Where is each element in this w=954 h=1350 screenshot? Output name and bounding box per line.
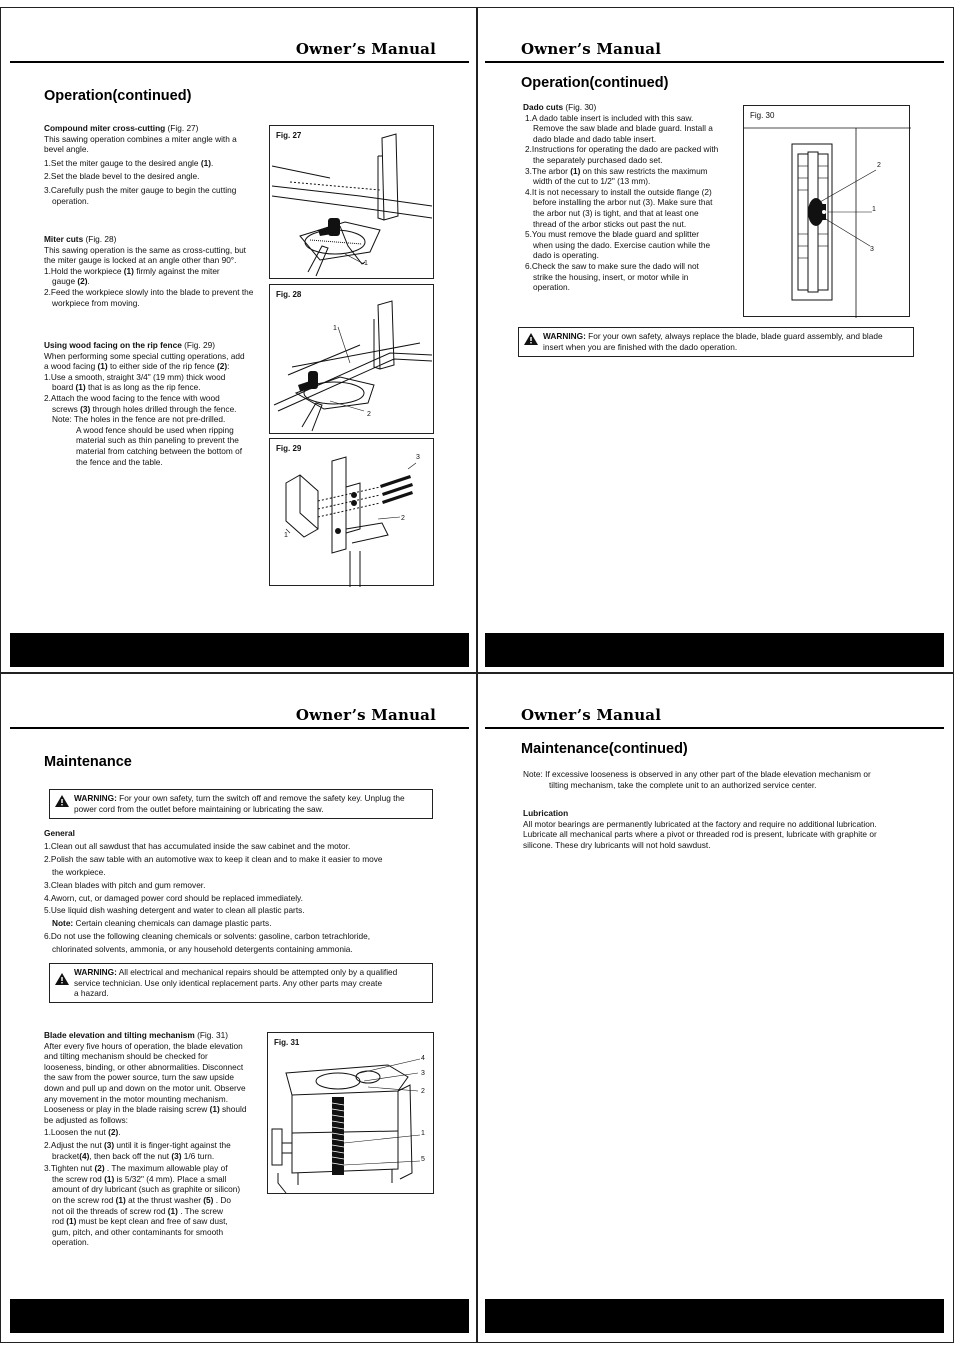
manual-header-title: Owner’s Manual [295, 706, 436, 724]
section-title: Maintenance(continued) [521, 741, 688, 757]
header-rule [10, 727, 469, 729]
subheading: Lubrication [523, 808, 569, 818]
manual-page-maintenance-continued [477, 673, 954, 1343]
figure-29: Fig. 29 1 2 3 [269, 438, 434, 586]
wood-facing-section: Using wood facing on the rip fence (Fig. 29) When performing some special cutting operations, add a wood facing (1) to either side of the rip fence (2): 1.Use a smooth, straight 3/4" (19 mm) thick wood board (1) that is as long as the rip fence. 2.Attach the wood facing to the fence with wood screws (3) through holes drilled through the fence. Note: The holes in the fence are not pre-drilled. A wood fence should be used when ripping material such as thin paneling to prevent the material from catching between the bottom of the fence and the table. [44, 340, 245, 467]
footer-bar [485, 1299, 944, 1333]
figure-27: Fig. 27 1 [269, 125, 434, 279]
general-section: General 1.Clean out all sawdust that has accumulated inside the saw cabinet and the motor. 2.Polish the saw table with an automotive wax to keep it clean and to make it easier to move the workpiece. 3.Clean blades with pitch and gum remover. 4.Aworn, cut, or damaged power cord should be replaced immediately. 5.Use liquid dish washing detergent and water to clean all plastic parts. Note: Certain cleaning chemicals can damage plastic parts. 6.Do not use the following cleaning chemicals or solvents: gasoline, carbon tetrachloride, chlorinated solvents, ammonia, or any household detergents containing ammonia. [44, 827, 434, 956]
header-rule [485, 61, 944, 63]
miter-cuts-section: Miter cuts (Fig. 28) This sawing operation is the same as cross-cutting, but the miter gauge is locked at an angle other than 90°. 1.Hold the workpiece (1) firmly against the miter gauge (2). 2.Feed the workpiece slowly into the blade to prevent the workpiece from moving. [44, 234, 254, 308]
subheading: Blade elevation and tilting mechanism [44, 1030, 195, 1040]
warning-box: WARNING: For your own safety, turn the switch off and remove the safety key. Unplug the power cord from the outlet before maintaining or lubricating the saw. [49, 789, 433, 819]
warning-box: WARNING: All electrical and mechanical repairs should be attempted only by a qualified service technician. Use only identical replacement parts. Any other parts may create a hazard. [49, 963, 433, 1003]
footer-bar [10, 1299, 469, 1333]
compound-miter-section: Compound miter cross-cutting (Fig. 27) This sawing operation combines a miter angle with a bevel angle. 1.Set the miter gauge to the desired angle (1). 2.Set the blade bevel to the desired angle. 3.Carefully push the miter gauge to begin the cutting operation. [44, 123, 237, 206]
manual-page-maintenance [0, 673, 477, 1343]
dado-cuts-section: Dado cuts (Fig. 30) 1.A dado table insert is included with this saw. Remove the saw blade and blade guard. Install a dado blade and dado table insert. 2.Instructions for operating the dado are packed with the separately purchased dado set. 3.The arbor (1) on this saw restricts the maximum width of the cut to 1/2" (13 mm). 4.It is not necessary to install the outside flange (2) before installing the arbor nut (3). Make sure that the arbor nut (3) is tight, and that at least one thread of the arbor sticks out past the nut. 5.You must remove the blade guard and splitter when using the dado. Exercise caution while the dado is operating. 6.Check the saw to make sure the dado will not strike the housing, insert, or motor while in operation. [523, 102, 719, 293]
figure-31: Fig. 31 4 3 2 1 5 [267, 1032, 434, 1194]
blade-elevation-mechanism-illustration [268, 1033, 435, 1195]
footer-bar [485, 633, 944, 667]
section-title: Operation(continued) [44, 88, 192, 104]
manual-header-title: Owner’s Manual [521, 706, 662, 724]
warning-box: WARNING: For your own safety, always replace the blade, blade guard assembly, and blade insert when you are finished with the dado operation. [518, 327, 914, 357]
warning-icon [55, 973, 69, 985]
dado-blade-illustration [744, 106, 911, 318]
footer-bar [10, 633, 469, 667]
header-rule [485, 727, 944, 729]
warning-icon [55, 795, 69, 807]
figure-28: Fig. 28 1 2 [269, 284, 434, 434]
section-title: Maintenance [44, 754, 132, 770]
manual-header-title: Owner’s Manual [295, 40, 436, 58]
miter-gauge-illustration [270, 126, 435, 280]
blade-elevation-section: Blade elevation and tilting mechanism (Fig. 31) After every five hours of operation, the blade elevation and tilting mechanism should be checked for looseness, binding, or other abnormalities. Disconnect the saw from the power source, turn the saw upside down and pull up and down on the motor unit. Observe any movement in the motor mounting mechanism. Looseness or play in the blade raising screw (1) should be adjusted as follows: 1.Loosen the nut (2). 2.Adjust the nut (3) until it is finger-tight against the bracket(4), then back off the nut (3) 1/6 turn. 3.Tighten nut (2) . The maximum allowable play of the screw rod (1) is 5/32" (4 mm). Place a small amount of dry lubricant (such as graphite or silicon) on the screw rod (1) at the thrust washer (5) . Do not oil the threads of screw rod (1) . The screw rod (1) must be kept clean and free of saw dust, gum, pitch, and other contaminants for smooth operation. [44, 1030, 247, 1248]
lubrication-section: Lubrication All motor bearings are permanently lubricated at the factory and require no additional lubrication. Lubricate all mechanical parts where a pivot or threaded rod is present, lubricate with graphite or silicone. These dry lubricants will not hold sawdust. [523, 808, 923, 850]
warning-icon [524, 333, 538, 345]
header-rule [10, 61, 469, 63]
subheading: General [44, 828, 75, 838]
wood-facing-illustration [270, 439, 435, 587]
manual-page-operation-2 [477, 7, 954, 673]
subheading: Miter cuts [44, 234, 84, 244]
subheading: Dado cuts [523, 102, 564, 112]
section-title: Operation(continued) [521, 75, 669, 91]
manual-page-operation-1 [0, 7, 477, 673]
subheading: Using wood facing on the rip fence [44, 340, 182, 350]
manual-header-title: Owner’s Manual [521, 40, 662, 58]
miter-cut-illustration [270, 285, 435, 435]
subheading: Compound miter cross-cutting [44, 123, 166, 133]
maintenance-note: Note: If excessive looseness is observed in any other part of the blade elevation mechanism or tilting mechanism, take the complete unit to an authorized service center. [523, 769, 871, 790]
figure-30: Fig. 30 2 1 3 [743, 105, 910, 317]
